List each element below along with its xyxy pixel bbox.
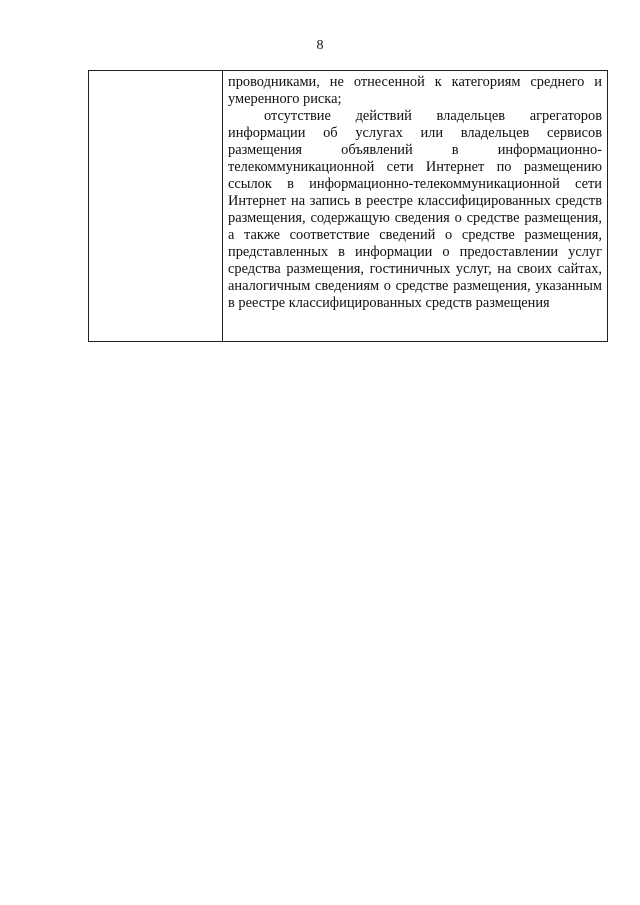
document-table — [88, 70, 608, 342]
table-cell-left — [89, 71, 223, 341]
paragraph-aggregators: отсутствие действий владельцев агрегаторов информации об услугах или владельцев сервисов размещения объявлений в информационно-телекоммуникационной сети Интернет по размещению ссылок в информационно-телекоммуникационной сети Интернет на запись в реестре классифицированных средств размещения, содержащую сведения о средстве размещения, а также соответствие сведений о средстве размещения, представленных в информации о предоставлении услуг средства размещения, гостиничных услуг, на своих сайтах, аналогичным сведениям о средстве размещения, указанным в реестре классифицированных средств размещения — [228, 108, 602, 311]
table-cell-right — [223, 71, 607, 341]
page-number: 8 — [316, 38, 324, 53]
paragraph-risk-category: проводниками, не отнесенной к категориям среднего и умеренного риска; — [228, 74, 602, 107]
